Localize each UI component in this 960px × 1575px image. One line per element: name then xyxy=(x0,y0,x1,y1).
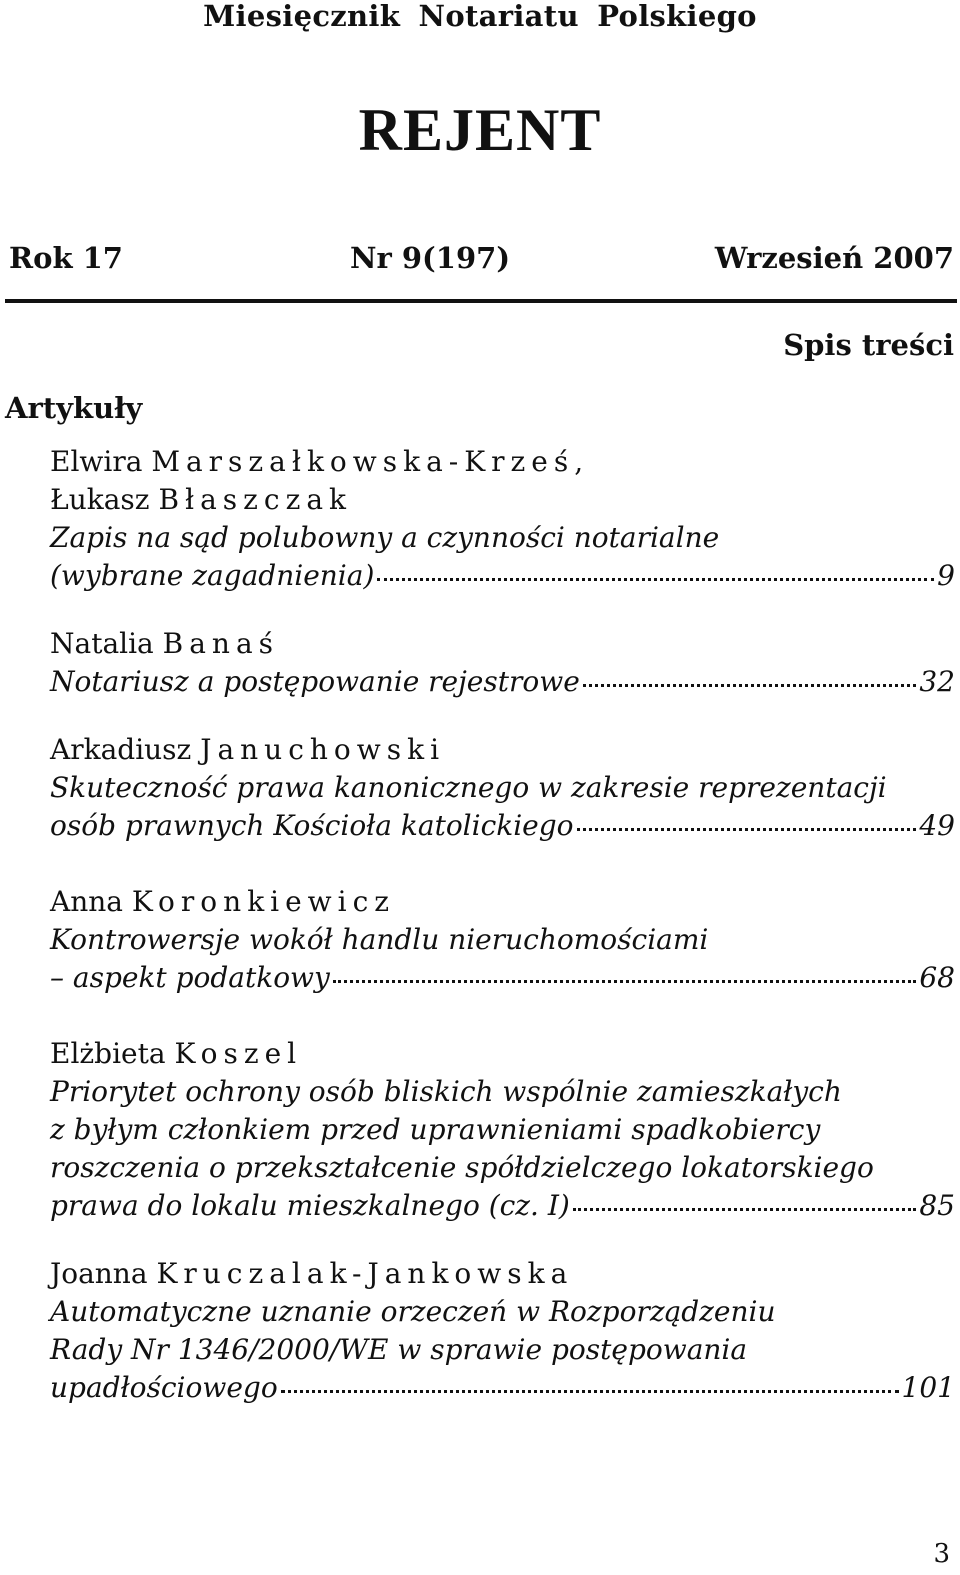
author-first-name: Elżbieta xyxy=(50,1037,166,1070)
section-heading: Artykuły xyxy=(5,391,143,425)
toc-entry-author xyxy=(50,883,955,921)
author-surname: Koronkiewicz xyxy=(131,885,396,918)
toc-entry-title-line: Notariusz a postępowanie rejestrowe xyxy=(50,665,580,698)
author-first-name: Łukasz xyxy=(50,483,150,516)
author-separator: , xyxy=(574,445,584,478)
toc-entry-title-line: prawa do lokalu mieszkalnego (cz. I) xyxy=(50,1189,570,1222)
issue-month: Wrzesień 2007 xyxy=(714,241,954,275)
toc-entry-title-line: roszczenia o przekształcenie spółdzielczego lokatorskiego xyxy=(50,1151,874,1184)
author-first-name: Arkadiusz xyxy=(50,733,192,766)
toc-entry-title-line: Kontrowersje wokół handlu nieruchomościami xyxy=(50,923,709,956)
toc-entry-link[interactable] xyxy=(50,959,955,997)
toc-entry-title-line: Rady Nr 1346/2000/WE w sprawie postępowania xyxy=(50,1333,748,1366)
author-surname: Koszel xyxy=(174,1037,303,1070)
toc-entry-link[interactable] xyxy=(50,557,955,595)
toc-entry-author xyxy=(50,1255,955,1293)
issue-year: Rok 17 xyxy=(9,241,123,275)
toc-entry-title-line: osób prawnych Kościoła katolickiego xyxy=(50,809,574,842)
toc-entry-link[interactable] xyxy=(50,1187,955,1225)
author-surname: Banaś xyxy=(162,627,280,660)
toc-entry-author xyxy=(50,1035,955,1073)
author-surname: Kruczalak-Jankowska xyxy=(156,1257,574,1290)
author-first-name: Elwira xyxy=(50,445,143,478)
dot-leader xyxy=(573,1208,917,1211)
toc-entry-author xyxy=(50,731,955,769)
toc-entry-page: 101 xyxy=(901,1371,955,1404)
author-first-name: Natalia xyxy=(50,627,154,660)
toc-entry-link[interactable] xyxy=(50,1369,955,1407)
toc-entry-title-line: Skuteczność prawa kanonicznego w zakresie reprezentacji xyxy=(50,771,887,804)
toc-entry-page: 49 xyxy=(919,809,955,842)
dot-leader xyxy=(333,980,917,983)
toc-entry-page: 85 xyxy=(919,1189,955,1222)
dot-leader xyxy=(577,828,917,831)
journal-name: Miesięcznik Notariatu Polskiego xyxy=(203,0,757,33)
toc-entry-title-line: Automatyczne uznanie orzeczeń w Rozporządzeniu xyxy=(50,1295,776,1328)
toc-heading: Spis treści xyxy=(783,328,954,362)
issue-number: Nr 9(197) xyxy=(350,241,511,275)
dot-leader xyxy=(377,578,934,581)
toc-entry-title-line: Priorytet ochrony osób bliskich wspólnie zamieszkałych xyxy=(50,1075,842,1108)
toc-entry-author xyxy=(50,481,955,519)
header-divider xyxy=(5,299,957,303)
toc-entry-title-line: z byłym członkiem przed uprawnieniami spadkobiercy xyxy=(50,1113,821,1146)
issue-info xyxy=(9,238,954,278)
dot-leader xyxy=(281,1390,899,1393)
page-number: 3 xyxy=(933,1539,950,1569)
toc-entry-author xyxy=(50,625,955,663)
toc-entry-author xyxy=(50,443,955,481)
author-surname: Januchowski xyxy=(200,733,446,766)
toc-entry-page: 32 xyxy=(919,665,955,698)
author-surname: Błaszczak xyxy=(158,483,353,516)
toc-entry-title-line: (wybrane zagadnienia) xyxy=(50,559,375,592)
toc-entry-title-line: upadłościowego xyxy=(50,1371,278,1404)
toc-entry-link[interactable] xyxy=(50,807,955,845)
toc-entry-title-line: Zapis na sąd polubowny a czynności notarialne xyxy=(50,521,720,554)
author-first-name: Joanna xyxy=(50,1257,148,1290)
dot-leader xyxy=(583,684,917,687)
toc-entry-page: 9 xyxy=(937,559,955,592)
author-first-name: Anna xyxy=(50,885,123,918)
author-surname: Marszałkowska-Krześ xyxy=(151,445,575,478)
toc-entry-title-line: – aspekt podatkowy xyxy=(50,961,330,994)
toc-entry-page: 68 xyxy=(919,961,955,994)
toc-entry-link[interactable] xyxy=(50,663,955,701)
journal-title: REJENT xyxy=(358,97,602,163)
